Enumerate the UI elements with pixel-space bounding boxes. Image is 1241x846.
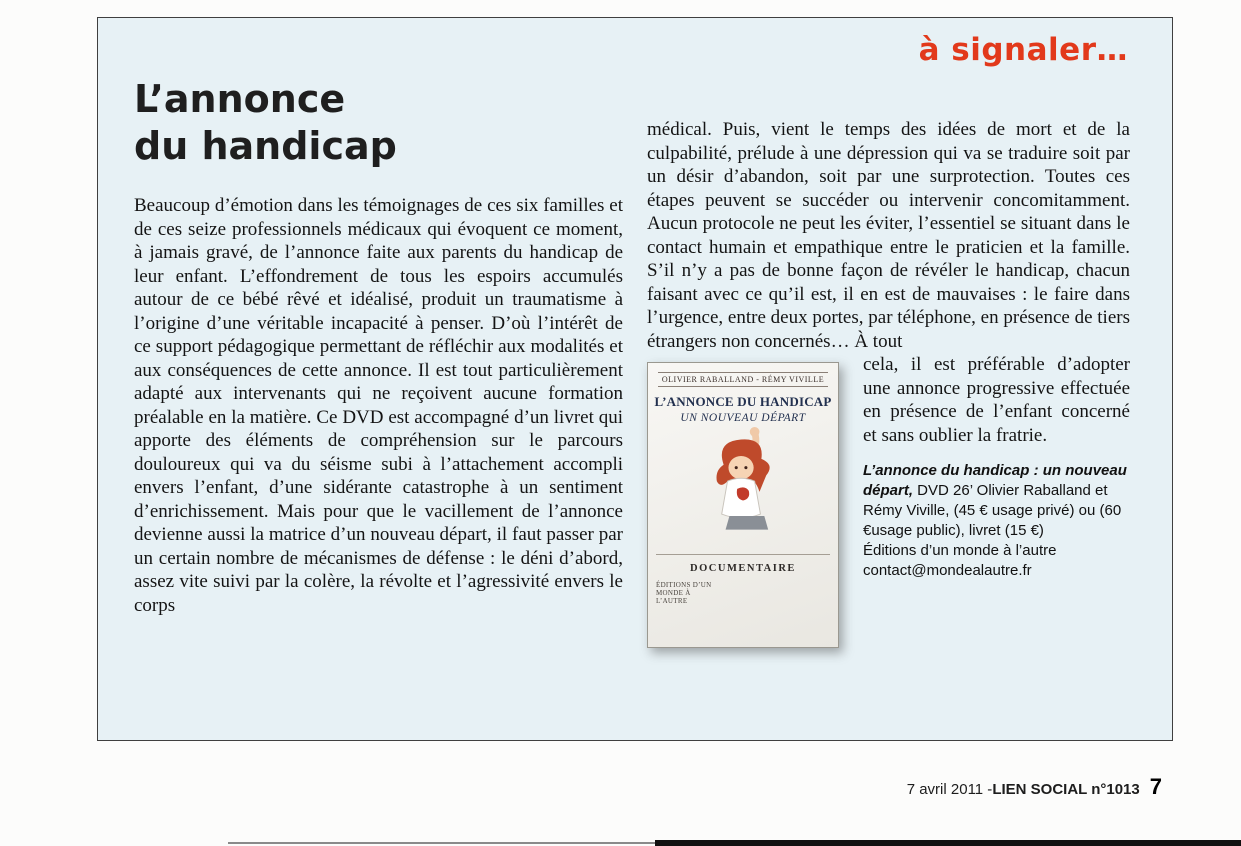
- article-title-line1: L’annonce: [134, 77, 346, 121]
- article-panel: [97, 17, 1173, 741]
- article-paragraph-left: Beaucoup d’émotion dans les témoignages de ces six familles et de ces seize professionnels médicaux qui évoquent ce moment, à jamais gravé, de l’annonce faite aux parents du handicap de leur enfant. L’effondrement de tous les espoirs accumulés autour de ce bébé rêvé et idéalisé, produit un traumatisme à l’origine d’une véritable incapacité à penser. D’où l’intérêt de ce support pédagogique permettant de réfléchir aux modalités et aux conséquences de cette annonce. Il est tout particulièrement adapté aux intervenants qui ne reçoivent aucune formation préalable en la matière. Ce DVD est accompagné d’un livret qui apporte des éléments de compréhension sur le parcours douloureux qui va du séisme subi à l’attachement accompli envers l’enfant, d’une sidérante catastrophe à un sentiment d’enrichissement. Mais pour que le vacillement de l’annonce devienne aussi la matrice d’un nouveau départ, il faut passer par un certain nombre de mécanismes de défense : le déni d’abord, assez vite suivi par la colère, la révolte et l’agressivité envers le corps: [134, 195, 623, 616]
- footer-page-number: 7: [1149, 774, 1162, 799]
- dvd-cover-genre: DOCUMENTAIRE: [690, 563, 796, 574]
- dvd-caption-publisher: Éditions d’un monde à l’autre: [863, 542, 1057, 559]
- article-title: [134, 76, 397, 170]
- article-left-column: [134, 194, 623, 617]
- dvd-cover-card: [647, 362, 839, 648]
- dvd-cover-publisher-logo: ÉDITIONS D’UN MONDE À L’AUTRE: [656, 581, 712, 605]
- dvd-caption-contact: contact@mondealautre.fr: [863, 562, 1032, 579]
- footer-date: 7 avril 2011 -: [906, 781, 993, 798]
- dvd-cover: [647, 362, 845, 648]
- dvd-caption-title: L’annonce du handicap : un nouveau départ,: [863, 462, 1127, 499]
- article-paragraph-right-2: cela, il est préférable d’adopter une annonce progressive effectuée en présence de l’enfant concerné et sans oublier la fratrie.: [863, 354, 1130, 446]
- dvd-cover-authors: OLIVIER RABALLAND - RÉMY VIVILLE: [658, 372, 828, 387]
- section-label: à signaler…: [918, 32, 1128, 68]
- dvd-caption-details: DVD 26’ Olivier Raballand et Rémy Viville, (45 € usage privé) ou (60 €usage public), livret (15 €): [863, 482, 1122, 539]
- footer-magazine-issue: LIEN SOCIAL n°1013: [992, 781, 1140, 798]
- article-paragraph-right-1: médical. Puis, vient le temps des idées de mort et de la culpabilité, prélude à une dépression qui va se traduire soit par un désir d’abandon, soit par une surprotection. Toutes ces étapes peuvent se succéder ou intervenir concomitamment. Aucun protocole ne peut les éviter, l’essentiel se situant dans le contact humain et empathique entre le praticien et la famille. S’il n’y a pas de bonne façon de révéler le handicap, chacun faisant avec ce qu’il est, il en est de mauvaises : le faire dans l’urgence, entre deux portes, par téléphone, en présence de tiers étrangers non concernés… À tout: [647, 119, 1130, 352]
- dvd-cover-subtitle: UN NOUVEAU DÉPART: [680, 412, 806, 424]
- scan-edge-artifact-light: [228, 842, 655, 844]
- article-title-line2: du handicap: [134, 124, 397, 168]
- dvd-cover-genre-band: [656, 554, 830, 576]
- page-footer: [907, 774, 1162, 800]
- dvd-cover-illustration: [678, 426, 808, 553]
- article-right-column: [647, 118, 1130, 654]
- scan-edge-artifact-dark: [655, 840, 1241, 846]
- dvd-cover-title: L’ANNONCE DU HANDICAP: [654, 394, 832, 409]
